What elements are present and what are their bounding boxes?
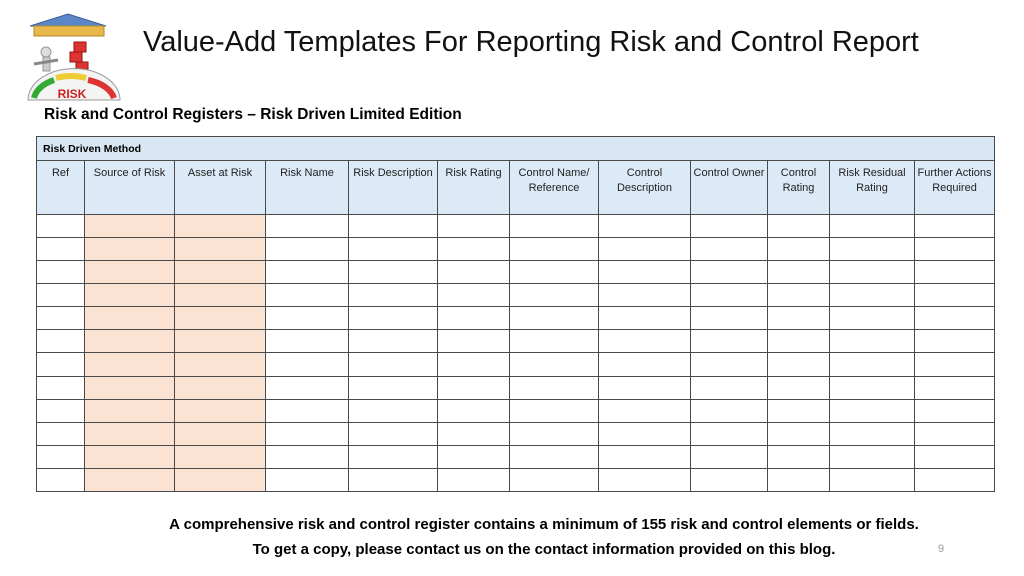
table-cell[interactable] xyxy=(830,215,915,238)
column-header: Control Description xyxy=(599,161,691,215)
table-row xyxy=(37,353,995,376)
table-cell[interactable] xyxy=(37,261,85,284)
table-cell[interactable] xyxy=(915,468,995,491)
table-cell[interactable] xyxy=(830,307,915,330)
table-cell[interactable] xyxy=(599,468,691,491)
table-cell[interactable] xyxy=(175,399,266,422)
table-cell[interactable] xyxy=(599,284,691,307)
footer-line-2: To get a copy, please contact us on the contact information provided on this blog. xyxy=(252,541,836,558)
table-cell[interactable] xyxy=(510,353,599,376)
table-cell[interactable] xyxy=(915,376,995,399)
table-cell[interactable] xyxy=(599,376,691,399)
table-cell[interactable] xyxy=(691,215,768,238)
method-row xyxy=(37,137,995,161)
table-cell[interactable] xyxy=(85,238,175,261)
table-row xyxy=(37,284,995,307)
table-cell[interactable] xyxy=(915,261,995,284)
table-cell[interactable] xyxy=(349,215,438,238)
table-cell[interactable] xyxy=(438,238,510,261)
table-cell[interactable] xyxy=(438,284,510,307)
table-cell[interactable] xyxy=(830,445,915,468)
table-cell[interactable] xyxy=(438,353,510,376)
table-cell[interactable] xyxy=(438,422,510,445)
table-cell[interactable] xyxy=(915,215,995,238)
table-cell[interactable] xyxy=(915,238,995,261)
table-cell[interactable] xyxy=(175,422,266,445)
table-cell[interactable] xyxy=(768,376,830,399)
table-cell[interactable] xyxy=(349,468,438,491)
table-cell[interactable] xyxy=(85,330,175,353)
header-row xyxy=(37,161,995,215)
table-cell[interactable] xyxy=(830,284,915,307)
table-cell[interactable] xyxy=(768,445,830,468)
table-cell[interactable] xyxy=(37,376,85,399)
table-cell[interactable] xyxy=(830,376,915,399)
table-cell[interactable] xyxy=(85,422,175,445)
table-cell[interactable] xyxy=(349,376,438,399)
table-cell[interactable] xyxy=(691,376,768,399)
table-cell[interactable] xyxy=(37,284,85,307)
slide-title: Value-Add Templates For Reporting Risk and Control Report xyxy=(143,26,919,58)
table-cell[interactable] xyxy=(510,399,599,422)
page-number: 9 xyxy=(938,543,945,555)
table-cell[interactable] xyxy=(349,307,438,330)
table-cell[interactable] xyxy=(510,376,599,399)
table-cell[interactable] xyxy=(830,261,915,284)
table-cell[interactable] xyxy=(37,353,85,376)
table-cell[interactable] xyxy=(691,353,768,376)
table-cell[interactable] xyxy=(85,215,175,238)
table-cell[interactable] xyxy=(830,468,915,491)
table-row xyxy=(37,330,995,353)
table-cell[interactable] xyxy=(175,307,266,330)
table-cell[interactable] xyxy=(438,261,510,284)
table-cell[interactable] xyxy=(510,261,599,284)
table-cell[interactable] xyxy=(768,468,830,491)
table-cell[interactable] xyxy=(266,215,349,238)
table-cell[interactable] xyxy=(599,215,691,238)
table-cell[interactable] xyxy=(768,307,830,330)
table-cell[interactable] xyxy=(349,284,438,307)
table-cell[interactable] xyxy=(510,215,599,238)
table-cell[interactable] xyxy=(599,238,691,261)
table-cell[interactable] xyxy=(37,215,85,238)
table-cell[interactable] xyxy=(85,468,175,491)
table-cell[interactable] xyxy=(349,353,438,376)
column-header: Risk Description xyxy=(349,161,438,215)
table-cell[interactable] xyxy=(266,238,349,261)
table-cell[interactable] xyxy=(510,238,599,261)
table-cell[interactable] xyxy=(266,445,349,468)
table-cell[interactable] xyxy=(768,399,830,422)
column-header: Control Name/ Reference xyxy=(510,161,599,215)
table-cell[interactable] xyxy=(175,261,266,284)
table-cell[interactable] xyxy=(438,445,510,468)
table-cell[interactable] xyxy=(768,215,830,238)
table-cell[interactable] xyxy=(266,284,349,307)
table-cell[interactable] xyxy=(830,330,915,353)
table-row xyxy=(37,468,995,491)
table-cell[interactable] xyxy=(830,422,915,445)
table-row xyxy=(37,422,995,445)
table-cell[interactable] xyxy=(266,261,349,284)
table-cell[interactable] xyxy=(37,468,85,491)
table-cell[interactable] xyxy=(438,330,510,353)
column-header: Risk Rating xyxy=(438,161,510,215)
table-cell[interactable] xyxy=(175,215,266,238)
table-cell[interactable] xyxy=(599,330,691,353)
table-cell[interactable] xyxy=(510,445,599,468)
table-cell[interactable] xyxy=(266,399,349,422)
table-cell[interactable] xyxy=(830,238,915,261)
table-cell[interactable] xyxy=(37,307,85,330)
table-cell[interactable] xyxy=(85,376,175,399)
table-cell[interactable] xyxy=(915,445,995,468)
table-cell[interactable] xyxy=(510,284,599,307)
table-cell[interactable] xyxy=(85,445,175,468)
column-header: Risk Name xyxy=(266,161,349,215)
table-cell[interactable] xyxy=(438,215,510,238)
table-cell[interactable] xyxy=(175,468,266,491)
table-cell[interactable] xyxy=(691,307,768,330)
table-cell[interactable] xyxy=(691,284,768,307)
table-cell[interactable] xyxy=(691,468,768,491)
table-cell[interactable] xyxy=(266,353,349,376)
column-header: Source of Risk xyxy=(85,161,175,215)
column-header: Control Rating xyxy=(768,161,830,215)
table-cell[interactable] xyxy=(510,307,599,330)
table-row xyxy=(37,238,995,261)
table-cell[interactable] xyxy=(37,422,85,445)
table-row xyxy=(37,399,995,422)
table-cell[interactable] xyxy=(175,238,266,261)
table-cell[interactable] xyxy=(691,261,768,284)
table-cell[interactable] xyxy=(691,445,768,468)
table-row xyxy=(37,307,995,330)
logo-text: RISK xyxy=(57,87,87,101)
table-cell[interactable] xyxy=(85,353,175,376)
table-cell[interactable] xyxy=(438,399,510,422)
slide-subtitle: Risk and Control Registers – Risk Driven Limited Edition xyxy=(44,106,462,123)
table-cell[interactable] xyxy=(691,330,768,353)
table-cell[interactable] xyxy=(599,261,691,284)
table-cell[interactable] xyxy=(691,422,768,445)
table-cell[interactable] xyxy=(915,422,995,445)
table-cell[interactable] xyxy=(510,330,599,353)
table-body xyxy=(37,215,995,492)
table-cell[interactable] xyxy=(349,330,438,353)
table-cell[interactable] xyxy=(691,399,768,422)
table-cell[interactable] xyxy=(599,399,691,422)
table-cell[interactable] xyxy=(85,261,175,284)
table-cell[interactable] xyxy=(768,284,830,307)
column-header: Asset at Risk xyxy=(175,161,266,215)
table-cell[interactable] xyxy=(599,422,691,445)
table-cell[interactable] xyxy=(915,307,995,330)
table-cell[interactable] xyxy=(768,261,830,284)
table-cell[interactable] xyxy=(915,330,995,353)
table-cell[interactable] xyxy=(349,261,438,284)
table-cell[interactable] xyxy=(438,307,510,330)
table-cell[interactable] xyxy=(830,353,915,376)
table-cell[interactable] xyxy=(175,284,266,307)
table-cell[interactable] xyxy=(266,330,349,353)
table-cell[interactable] xyxy=(85,399,175,422)
table-cell[interactable] xyxy=(915,353,995,376)
table-cell[interactable] xyxy=(349,238,438,261)
table-cell[interactable] xyxy=(175,353,266,376)
table-cell[interactable] xyxy=(266,307,349,330)
table-cell[interactable] xyxy=(37,399,85,422)
table-cell[interactable] xyxy=(768,353,830,376)
column-header: Risk Residual Rating xyxy=(830,161,915,215)
table-cell[interactable] xyxy=(266,376,349,399)
table-cell[interactable] xyxy=(266,468,349,491)
table-cell[interactable] xyxy=(830,399,915,422)
table-cell[interactable] xyxy=(510,468,599,491)
table-cell[interactable] xyxy=(510,422,599,445)
table-cell[interactable] xyxy=(768,238,830,261)
table-row xyxy=(37,261,995,284)
risk-logo xyxy=(24,12,124,104)
column-header: Ref xyxy=(37,161,85,215)
table-cell[interactable] xyxy=(915,399,995,422)
table-cell[interactable] xyxy=(691,238,768,261)
table-cell[interactable] xyxy=(37,238,85,261)
table-cell[interactable] xyxy=(175,330,266,353)
risk-control-register-table xyxy=(36,136,995,492)
table-cell[interactable] xyxy=(175,376,266,399)
table-cell[interactable] xyxy=(599,445,691,468)
table-cell[interactable] xyxy=(915,284,995,307)
column-header: Further Actions Required xyxy=(915,161,995,215)
table-row xyxy=(37,445,995,468)
table-cell[interactable] xyxy=(599,307,691,330)
method-label: Risk Driven Method xyxy=(37,137,995,161)
table-cell[interactable] xyxy=(438,376,510,399)
table-cell[interactable] xyxy=(349,399,438,422)
table-cell[interactable] xyxy=(85,284,175,307)
footer-line-1: A comprehensive risk and control register contains a minimum of 155 risk and control elements or fields. xyxy=(169,516,919,533)
table-row xyxy=(37,376,995,399)
table-cell[interactable] xyxy=(37,330,85,353)
table-cell[interactable] xyxy=(768,422,830,445)
table-cell[interactable] xyxy=(768,330,830,353)
table-row xyxy=(37,215,995,238)
table-cell[interactable] xyxy=(349,445,438,468)
table-cell[interactable] xyxy=(175,445,266,468)
table-cell[interactable] xyxy=(438,468,510,491)
table-cell[interactable] xyxy=(37,445,85,468)
table-cell[interactable] xyxy=(349,422,438,445)
table-cell[interactable] xyxy=(85,307,175,330)
table-cell[interactable] xyxy=(266,422,349,445)
column-header: Control Owner xyxy=(691,161,768,215)
table-cell[interactable] xyxy=(599,353,691,376)
